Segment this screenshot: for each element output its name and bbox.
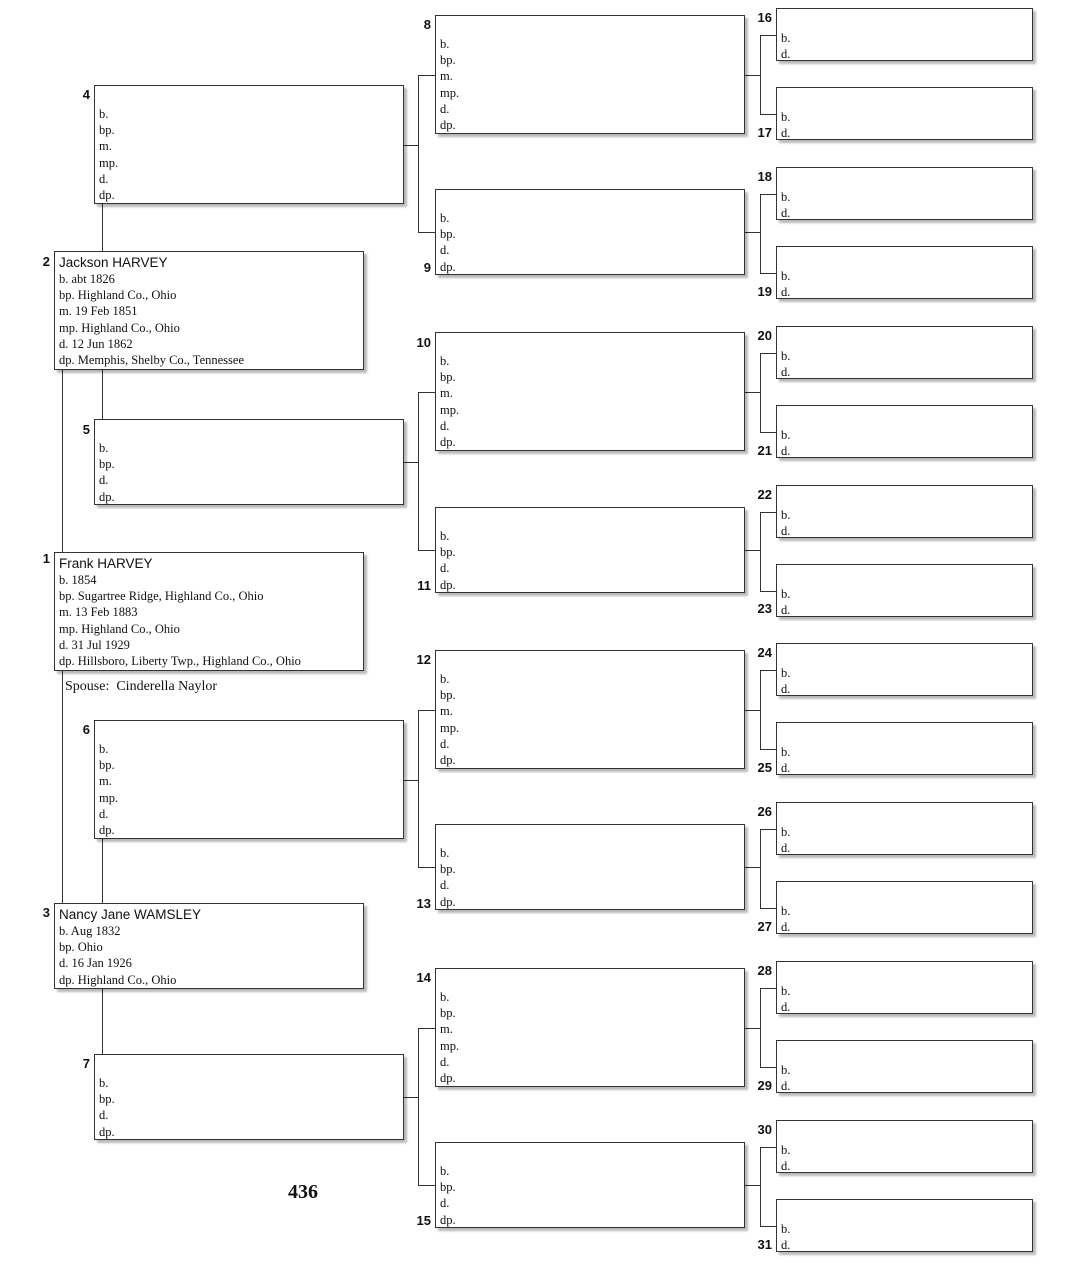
person-field: dp. Hillsboro, Liberty Twp., Highland Co., Ohio xyxy=(59,654,301,669)
person-field: dp. xyxy=(99,1124,115,1139)
connector-line xyxy=(745,710,760,711)
person-field: b. xyxy=(781,190,791,204)
person-field: m. 13 Feb 1883 xyxy=(59,605,138,620)
person-field: d. 16 Jan 1926 xyxy=(59,956,132,971)
person-field: b. xyxy=(440,846,450,860)
person-box-5 xyxy=(94,419,404,505)
person-field: d. xyxy=(781,841,791,855)
connector-line xyxy=(745,232,760,233)
person-field: m. xyxy=(440,386,453,401)
person-box-29 xyxy=(776,1040,1033,1093)
connector-line xyxy=(760,1147,776,1148)
person-field: d. xyxy=(440,418,450,433)
spouse-line xyxy=(65,679,217,695)
person-field: b. xyxy=(440,211,450,225)
person-field: b. xyxy=(781,1063,791,1077)
person-field: d. xyxy=(781,1079,791,1093)
person-field: m. xyxy=(99,774,112,789)
connector-line xyxy=(760,273,776,274)
person-field: b. xyxy=(781,110,791,124)
connector-line xyxy=(745,550,760,551)
connector-line xyxy=(760,194,776,195)
ahnentafel-number: 22 xyxy=(757,487,772,502)
connector-line xyxy=(760,35,776,36)
person-field: m. xyxy=(440,1022,453,1037)
ahnentafel-number: 25 xyxy=(757,760,772,775)
connector-line xyxy=(760,194,761,274)
person-field: b. xyxy=(99,441,109,455)
connector-line xyxy=(418,710,435,711)
connector-line xyxy=(418,75,419,233)
person-field: b. xyxy=(781,984,791,998)
person-field: d. xyxy=(99,806,109,821)
connector-line xyxy=(418,232,435,233)
ahnentafel-number: 19 xyxy=(757,284,772,299)
person-field: b. xyxy=(781,587,791,601)
connector-line xyxy=(760,353,776,354)
person-field: b. xyxy=(781,508,791,522)
person-field: bp. xyxy=(440,227,456,242)
connector-line xyxy=(760,829,776,830)
person-field: mp. xyxy=(99,155,119,170)
ahnentafel-number: 24 xyxy=(757,645,772,660)
person-field: dp. xyxy=(99,823,115,838)
connector-line xyxy=(760,1147,761,1227)
person-field: d. xyxy=(781,206,791,220)
ahnentafel-number: 28 xyxy=(757,963,772,978)
person-field: b. xyxy=(440,529,450,543)
connector-line xyxy=(760,670,776,671)
person-field: dp. xyxy=(440,1212,456,1227)
person-field: dp. Memphis, Shelby Co., Tennessee xyxy=(59,353,244,368)
person-field: bp. xyxy=(99,1092,115,1107)
ahnentafel-number: 6 xyxy=(82,722,90,737)
person-box-18 xyxy=(776,167,1033,220)
person-box-11 xyxy=(435,507,745,593)
person-box-10 xyxy=(435,332,745,451)
person-field: d. xyxy=(781,603,791,617)
person-field: b. xyxy=(781,745,791,759)
connector-line xyxy=(102,989,103,1054)
ahnentafel-number: 31 xyxy=(757,1237,772,1252)
ahnentafel-number: 11 xyxy=(417,578,431,593)
connector-line xyxy=(404,1097,418,1098)
connector-line xyxy=(760,1226,776,1227)
person-field: b. xyxy=(440,1164,450,1178)
person-field: d. xyxy=(440,1054,450,1069)
person-field: d. xyxy=(781,1159,791,1173)
person-box-28 xyxy=(776,961,1033,1014)
ahnentafel-number: 8 xyxy=(423,17,431,32)
ahnentafel-number: 18 xyxy=(757,169,772,184)
ahnentafel-number: 30 xyxy=(757,1122,772,1137)
person-field: d. xyxy=(781,47,791,61)
person-field: bp. xyxy=(440,862,456,877)
person-field: d. xyxy=(781,1238,791,1252)
person-field: bp. xyxy=(440,1180,456,1195)
person-field: d. xyxy=(99,1108,109,1123)
connector-line xyxy=(418,867,435,868)
person-field: d. xyxy=(781,1000,791,1014)
ahnentafel-number: 12 xyxy=(416,652,431,667)
connector-line xyxy=(418,710,419,868)
person-box-9 xyxy=(435,189,745,275)
connector-line xyxy=(760,1067,776,1068)
person-box-8 xyxy=(435,15,745,134)
person-box-14 xyxy=(435,968,745,1087)
connector-line xyxy=(745,75,760,76)
connector-line xyxy=(745,392,760,393)
person-field: dp. xyxy=(440,435,456,450)
person-field: bp. xyxy=(440,688,456,703)
connector-line xyxy=(760,114,776,115)
person-box-7 xyxy=(94,1054,404,1140)
ahnentafel-number: 23 xyxy=(757,601,772,616)
person-field: b. xyxy=(99,107,109,121)
person-box-31 xyxy=(776,1199,1033,1252)
person-box-2 xyxy=(54,251,364,370)
person-field: dp. xyxy=(440,753,456,768)
person-field: d. xyxy=(99,171,109,186)
ahnentafel-number: 14 xyxy=(416,970,431,985)
person-field: d. xyxy=(781,761,791,775)
connector-line xyxy=(404,780,418,781)
connector-line xyxy=(760,988,776,989)
connector-line xyxy=(760,749,776,750)
person-field: dp. xyxy=(440,577,456,592)
connector-line xyxy=(404,145,418,146)
person-name: Jackson HARVEY xyxy=(59,255,168,270)
person-field: dp. xyxy=(440,894,456,909)
person-field: m. 19 Feb 1851 xyxy=(59,304,138,319)
connector-line xyxy=(404,462,418,463)
person-field: d. xyxy=(440,243,450,258)
person-field: d. xyxy=(440,101,450,116)
person-field: bp. xyxy=(440,545,456,560)
person-field: dp. xyxy=(99,188,115,203)
person-field: d. 31 Jul 1929 xyxy=(59,637,130,652)
person-field: d. xyxy=(781,524,791,538)
person-field: d. xyxy=(440,1196,450,1211)
person-box-22 xyxy=(776,485,1033,538)
person-box-30 xyxy=(776,1120,1033,1173)
connector-line xyxy=(745,1028,760,1029)
person-field: b. xyxy=(99,1076,109,1090)
ahnentafel-number: 16 xyxy=(757,10,772,25)
person-field: mp. xyxy=(99,790,119,805)
person-field: b. xyxy=(440,354,450,368)
person-field: mp. Highland Co., Ohio xyxy=(59,621,180,636)
spouse-label: Spouse: xyxy=(65,679,110,694)
person-field: d. xyxy=(781,444,791,458)
person-box-17 xyxy=(776,87,1033,140)
person-field: d. 12 Jun 1862 xyxy=(59,336,133,351)
person-field: bp. Sugartree Ridge, Highland Co., Ohio xyxy=(59,589,264,604)
person-box-24 xyxy=(776,643,1033,696)
connector-line xyxy=(760,988,761,1068)
ahnentafel-number: 9 xyxy=(423,260,431,275)
person-field: b. xyxy=(440,990,450,1004)
person-field: b. xyxy=(99,742,109,756)
person-field: b. xyxy=(440,672,450,686)
person-field: bp. xyxy=(99,758,115,773)
connector-line xyxy=(418,75,435,76)
person-box-26 xyxy=(776,802,1033,855)
person-field: dp. xyxy=(440,118,456,133)
person-field: b. xyxy=(781,1143,791,1157)
person-field: b. xyxy=(781,666,791,680)
person-field: b. 1854 xyxy=(59,573,97,587)
person-field: m. xyxy=(99,139,112,154)
ahnentafel-number: 10 xyxy=(416,335,431,350)
person-field: d. xyxy=(781,365,791,379)
ahnentafel-number: 21 xyxy=(757,443,772,458)
person-field: d. xyxy=(99,473,109,488)
person-field: dp. xyxy=(440,259,456,274)
person-name: Nancy Jane WAMSLEY xyxy=(59,907,202,922)
connector-line xyxy=(418,1185,435,1186)
ahnentafel-number: 2 xyxy=(42,254,50,269)
person-field: d. xyxy=(781,682,791,696)
person-field: mp. xyxy=(440,402,460,417)
person-field: b. xyxy=(781,31,791,45)
connector-line xyxy=(102,370,103,419)
ahnentafel-number: 20 xyxy=(757,328,772,343)
person-field: bp. xyxy=(440,53,456,68)
person-box-21 xyxy=(776,405,1033,458)
connector-line xyxy=(760,829,761,909)
person-field: dp. xyxy=(440,1071,456,1086)
person-field: b. xyxy=(781,904,791,918)
person-name: Frank HARVEY xyxy=(59,556,153,571)
person-field: b. xyxy=(440,37,450,51)
person-field: dp. Highland Co., Ohio xyxy=(59,972,177,987)
person-box-13 xyxy=(435,824,745,910)
connector-line xyxy=(418,392,419,551)
person-box-16 xyxy=(776,8,1033,61)
person-box-4 xyxy=(94,85,404,204)
person-box-23 xyxy=(776,564,1033,617)
person-field: d. xyxy=(440,878,450,893)
connector-line xyxy=(418,392,435,393)
ahnentafel-number: 1 xyxy=(42,551,50,566)
person-box-12 xyxy=(435,650,745,769)
connector-line xyxy=(745,867,760,868)
person-field: mp. xyxy=(440,85,460,100)
person-field: d. xyxy=(781,126,791,140)
person-field: bp. Ohio xyxy=(59,940,103,955)
person-field: m. xyxy=(440,704,453,719)
connector-line xyxy=(760,35,761,115)
person-field: mp. xyxy=(440,720,460,735)
ahnentafel-number: 26 xyxy=(757,804,772,819)
page-number: 436 xyxy=(288,1181,318,1203)
ahnentafel-number: 5 xyxy=(82,422,90,437)
person-field: d. xyxy=(781,920,791,934)
person-box-1 xyxy=(54,552,364,671)
connector-line xyxy=(418,550,435,551)
person-field: b. xyxy=(781,825,791,839)
person-field: m. xyxy=(440,69,453,84)
person-field: b. xyxy=(781,428,791,442)
person-field: b. Aug 1832 xyxy=(59,924,121,938)
person-field: bp. xyxy=(99,123,115,138)
person-field: bp. xyxy=(440,370,456,385)
person-box-27 xyxy=(776,881,1033,934)
person-field: bp. xyxy=(440,1006,456,1021)
connector-line xyxy=(760,512,776,513)
person-field: bp. xyxy=(99,457,115,472)
ahnentafel-number: 27 xyxy=(757,919,772,934)
person-box-3 xyxy=(54,903,364,989)
ahnentafel-number: 4 xyxy=(82,87,90,102)
person-box-19 xyxy=(776,246,1033,299)
connector-line xyxy=(745,1185,760,1186)
person-field: dp. xyxy=(99,489,115,504)
ahnentafel-number: 7 xyxy=(82,1056,90,1071)
person-box-15 xyxy=(435,1142,745,1228)
person-field: mp. xyxy=(440,1038,460,1053)
person-field: b. xyxy=(781,349,791,363)
connector-line xyxy=(760,512,761,592)
ahnentafel-number: 13 xyxy=(416,896,431,911)
connector-line xyxy=(102,204,103,251)
person-field: b. xyxy=(781,1222,791,1236)
person-box-6 xyxy=(94,720,404,839)
person-field: mp. Highland Co., Ohio xyxy=(59,320,180,335)
connector-line xyxy=(760,432,776,433)
ahnentafel-number: 3 xyxy=(42,905,50,920)
connector-line xyxy=(102,839,103,903)
connector-line xyxy=(418,1028,419,1186)
ahnentafel-number: 15 xyxy=(416,1213,431,1228)
person-field: b. abt 1826 xyxy=(59,272,115,286)
connector-line xyxy=(418,1028,435,1029)
ahnentafel-number: 17 xyxy=(757,125,772,140)
person-box-20 xyxy=(776,326,1033,379)
connector-line xyxy=(760,353,761,433)
connector-line xyxy=(760,908,776,909)
person-field: d. xyxy=(781,285,791,299)
spouse-name: Cinderella Naylor xyxy=(116,679,218,694)
person-field: d. xyxy=(440,561,450,576)
ahnentafel-number: 29 xyxy=(757,1078,772,1093)
connector-line xyxy=(760,591,776,592)
person-field: bp. Highland Co., Ohio xyxy=(59,288,177,303)
person-field: b. xyxy=(781,269,791,283)
connector-line xyxy=(760,670,761,750)
person-field: d. xyxy=(440,736,450,751)
person-box-25 xyxy=(776,722,1033,775)
